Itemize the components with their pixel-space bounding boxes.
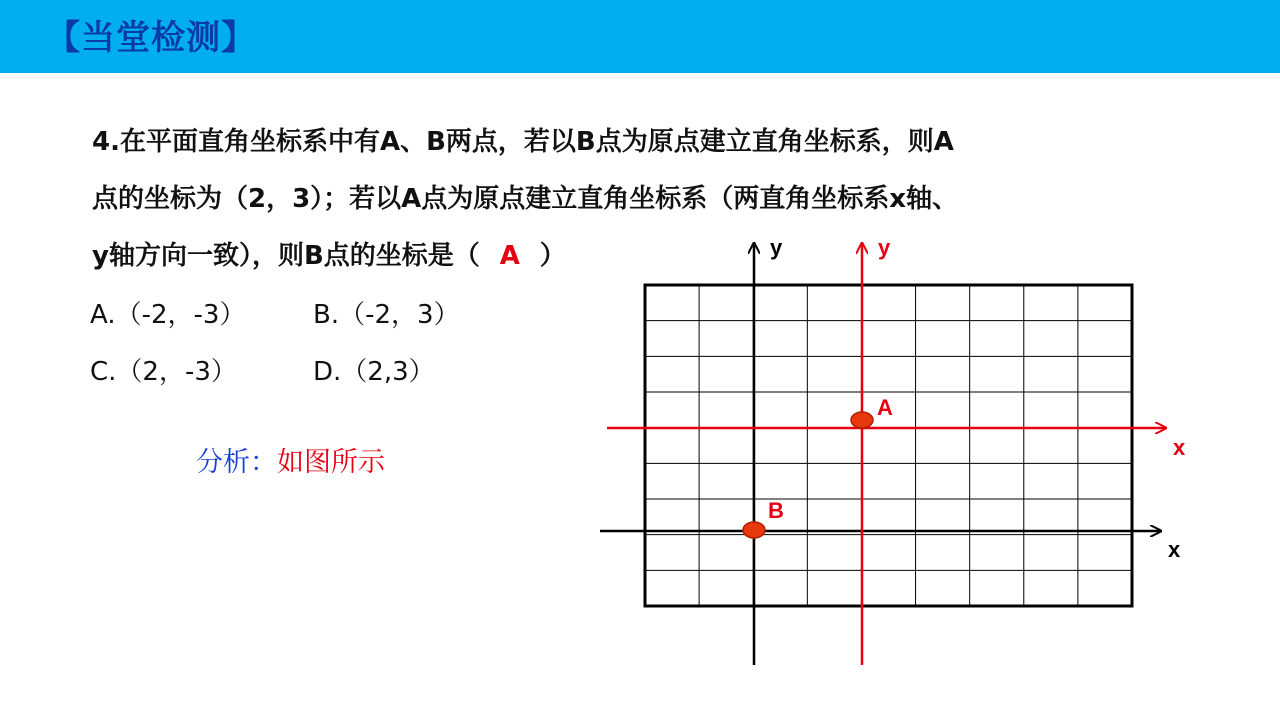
option-d: D.（2,3） [313,357,435,387]
section-title: 【当堂检测】 [46,18,256,58]
point-a-marker [851,412,873,428]
option-a: A.（-2，-3） [90,300,246,330]
point-a-label: A [877,395,893,420]
point-b-label: B [768,498,784,523]
analysis-label: 分析： [196,447,277,478]
question-line-3-suffix: ） [539,241,566,271]
red-y-label: y [878,235,891,260]
option-b: B.（-2，3） [313,300,460,330]
option-c: C.（2，-3） [90,357,237,387]
question-line-3-prefix: y轴方向一致），则B点的坐标是（ [92,241,480,271]
analysis-text: 如图所示 [277,447,385,478]
grid [645,285,1132,606]
answer-text: A [499,241,520,271]
grid-border [645,285,1132,606]
question-line-1: 4.在平面直角坐标系中有A、B两点，若以B点为原点建立直角坐标系，则A [92,127,954,157]
point-b-marker [743,522,765,538]
black-y-label: y [770,235,783,260]
question-line-2: 点的坐标为（2，3）；若以A点为原点建立直角坐标系（两直角坐标系x轴、 [92,184,959,214]
black-x-label: x [1168,537,1181,562]
red-x-label: x [1173,435,1186,460]
